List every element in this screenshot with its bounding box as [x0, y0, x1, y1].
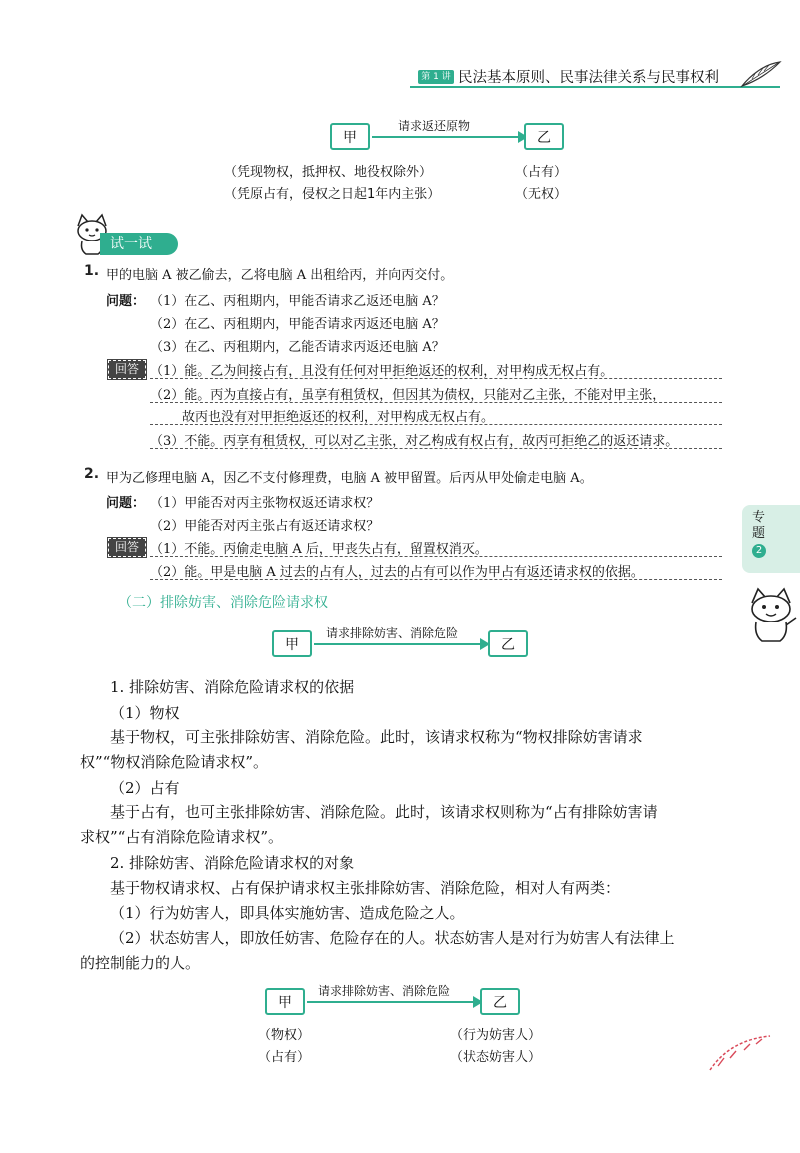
- flow3-right-box: 乙: [480, 988, 520, 1015]
- body-paragraph: 基于物权请求权、占有保护请求权主张排除妨害、消除危险，相对人有两类：: [110, 879, 621, 897]
- flow3-left-note: （占有）: [258, 1050, 311, 1065]
- flow3-right-note: （行为妨害人）: [450, 1028, 542, 1043]
- dashed-rule: [150, 556, 722, 557]
- flow1-right-note: （无权）: [515, 187, 568, 202]
- body-subheading: （1）物权: [110, 704, 180, 722]
- side-tab: [742, 505, 800, 573]
- question-number: 2.: [84, 466, 100, 482]
- flow2-arrow: [314, 643, 482, 645]
- dashed-rule: [150, 424, 722, 425]
- flow2-right-box: 乙: [488, 630, 528, 657]
- mascot-icon: [744, 585, 798, 643]
- body-paragraph: 求权”“占有消除危险请求权”。: [80, 828, 284, 846]
- side-tab-number: 2: [752, 544, 766, 558]
- flow2-arrow-label: 请求排除妨害、消除危险: [326, 626, 459, 640]
- try-badge: 试一试: [100, 233, 178, 255]
- question-item: （3）在乙、丙租期内，乙能否请求丙返还电脑 A？: [150, 340, 445, 355]
- question-text: 甲为乙修理电脑 A，因乙不支付修理费，电脑 A 被甲留置。后丙从甲处偷走电脑 A。: [106, 471, 593, 486]
- answer-line: （1）能。乙为间接占有，且没有任何对甲拒绝返还的权利，对甲构成无权占有。: [150, 364, 614, 379]
- flow1-arrow: [372, 136, 520, 138]
- flow2-left-box: 甲: [272, 630, 312, 657]
- header-rule: [410, 86, 780, 88]
- flow3-left-note: （物权）: [258, 1028, 311, 1043]
- question-number: 1.: [84, 263, 100, 279]
- body-subheading: （2）占有: [110, 779, 180, 797]
- running-header-title: 民法基本原则、民事法律关系与民事权利: [458, 70, 719, 86]
- side-tab-label: 专题: [752, 510, 766, 541]
- answer-line: （1）不能。丙偷走电脑 A 后，甲丧失占有，留置权消灭。: [150, 542, 488, 557]
- question-item: （1）甲能否对丙主张物权返还请求权？: [150, 496, 380, 511]
- answer-tag: 回答: [108, 360, 146, 379]
- feather-icon: [738, 58, 782, 90]
- question-item: （1）在乙、丙租期内，甲能否请求乙返还电脑 A？: [150, 294, 445, 309]
- question-item: （2）甲能否对丙主张占有返还请求权？: [150, 519, 380, 534]
- flow1-right-box: 乙: [524, 123, 564, 150]
- flow1-right-note: （占有）: [515, 165, 568, 180]
- dashed-rule: [150, 378, 722, 379]
- body-paragraph: （2）状态妨害人，即放任妨害、危险存在的人。状态妨害人是对行为妨害人有法律上: [110, 929, 675, 947]
- flow3-arrow: [307, 1001, 475, 1003]
- dashed-rule: [150, 402, 722, 403]
- body-paragraph: （1）行为妨害人，即具体实施妨害、造成危险之人。: [110, 904, 465, 922]
- chapter-badge: 第 1 讲: [418, 70, 454, 84]
- question-label: 问题：: [106, 294, 146, 309]
- question-label: 问题：: [106, 496, 146, 511]
- flow3-right-note: （状态妨害人）: [450, 1050, 542, 1065]
- answer-line: 故丙也没有对甲拒绝返还的权利，对甲构成无权占有。: [182, 410, 495, 425]
- section-title: （二）排除妨害、消除危险请求权: [118, 595, 328, 611]
- answer-line: （3）不能。丙享有租赁权，可以对乙主张，对乙构成有权占有，故丙可拒绝乙的返还请求。: [150, 434, 679, 449]
- flow1-left-box: 甲: [330, 123, 370, 150]
- body-paragraph: 基于物权，可主张排除妨害、消除危险。此时，该请求权称为“物权排除妨害请求: [110, 728, 643, 746]
- flow1-left-note: （凭原占有，侵权之日起1年内主张）: [224, 187, 441, 202]
- answer-tag: 回答: [108, 538, 146, 557]
- dashed-rule: [150, 448, 722, 449]
- question-text: 甲的电脑 A 被乙偷去，乙将电脑 A 出租给丙，并向丙交付。: [106, 268, 454, 283]
- flow1-arrow-label: 请求返还原物: [398, 119, 471, 133]
- flow1-left-note: （凭现物权，抵押权、地役权除外）: [224, 165, 433, 180]
- body-paragraph: 的控制能力的人。: [80, 954, 201, 972]
- body-heading: 2. 排除妨害、消除危险请求权的对象: [110, 854, 355, 872]
- answer-line: （2）能。甲是电脑 A 过去的占有人，过去的占有可以作为甲占有返还请求权的依据。: [150, 565, 644, 580]
- corner-stamp-icon: [700, 1030, 780, 1080]
- body-heading: 1. 排除妨害、消除危险请求权的依据: [110, 678, 355, 696]
- body-paragraph: 权”“物权消除危险请求权”。: [80, 753, 269, 771]
- body-paragraph: 基于占有，也可主张排除妨害、消除危险。此时，该请求权则称为“占有排除妨害请: [110, 803, 658, 821]
- flow3-left-box: 甲: [265, 988, 305, 1015]
- answer-line: （2）能。丙为直接占有，虽享有租赁权，但因其为债权，只能对乙主张，不能对甲主张，: [150, 388, 666, 403]
- flow3-arrow-label: 请求排除妨害、消除危险: [318, 984, 451, 998]
- question-item: （2）在乙、丙租期内，甲能否请求丙返还电脑 A？: [150, 317, 445, 332]
- dashed-rule: [150, 579, 722, 580]
